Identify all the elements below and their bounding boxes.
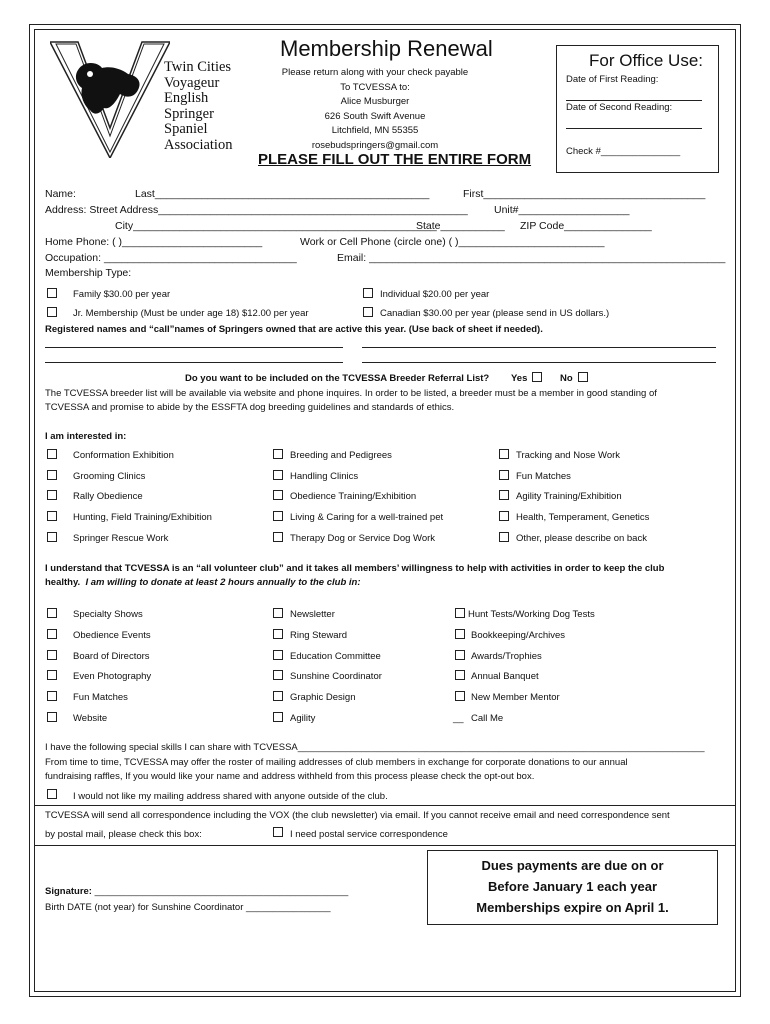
occupation-field[interactable]: Occupation: _________________________________: [45, 252, 297, 264]
family-label: Family $30.00 per year: [73, 289, 171, 300]
volunteer-checkbox[interactable]: [47, 629, 57, 639]
page-title: Membership Renewal: [280, 36, 493, 61]
street-address-field[interactable]: Address: Street Address_____________________________________________________: [45, 204, 468, 216]
volunteer-label: Specialty Shows: [73, 609, 143, 620]
junior-checkbox[interactable]: [47, 307, 57, 317]
interest-label: Tracking and Nose Work: [516, 450, 621, 461]
volunteer-label: Annual Banquet: [471, 671, 539, 682]
correspondence-text-1: TCVESSA will send all correspondence including the VOX (the club newsletter) via email. If you cannot receive email and need correspondence sent: [45, 810, 670, 821]
volunteer-checkbox[interactable]: [273, 650, 283, 660]
name-label: Name:: [45, 188, 76, 200]
org-name: Twin Cities Voyageur English Springer Spaniel Association: [164, 59, 233, 153]
volunteer-checkbox[interactable]: [47, 712, 57, 722]
volunteer-checkbox[interactable]: [47, 670, 57, 680]
registered-line-1b[interactable]: [362, 347, 716, 348]
email-field[interactable]: Email: _____________________________________________________________: [337, 252, 726, 264]
interest-checkbox[interactable]: [499, 511, 509, 521]
volunteer-checkbox[interactable]: [455, 670, 465, 680]
interest-checkbox[interactable]: [47, 470, 57, 480]
postal-checkbox[interactable]: [273, 827, 283, 837]
office-title: For Office Use:: [589, 51, 703, 70]
office-use-box: [556, 45, 719, 173]
volunteer-label: Sunshine Coordinator: [290, 671, 382, 682]
city-field[interactable]: City____________________________________________________: [115, 220, 437, 232]
volunteer-label: Even Photography: [73, 671, 152, 682]
interest-checkbox[interactable]: [499, 532, 509, 542]
registered-line-2a[interactable]: [45, 362, 343, 363]
canadian-label: Canadian $30.00 per year (please send in US dollars.): [380, 308, 610, 319]
dues-line-1: Dues payments are due on or: [481, 858, 664, 873]
second-reading-line[interactable]: [566, 128, 702, 129]
volunteer-checkbox[interactable]: [273, 670, 283, 680]
state-field[interactable]: State___________: [416, 220, 505, 232]
interest-label: Hunting, Field Training/Exhibition: [73, 512, 212, 523]
mailing-address: Please return along with your check payable To TCVESSA to: Alice Musburger 626 South Swift Avenue Litchfield, MN 55355 rosebudspringers@gmail.com: [281, 67, 469, 151]
volunteer-checkbox[interactable]: [47, 691, 57, 701]
breeder-no-checkbox[interactable]: [578, 372, 588, 382]
volunteer-checkbox[interactable]: [47, 650, 57, 660]
volunteer-label: Ring Steward: [290, 630, 348, 641]
registered-names-label: Registered names and “call”names of Springers owned that are active this year. (Use back of sheet if needed).: [45, 324, 543, 335]
signature-row[interactable]: [45, 886, 348, 897]
home-phone-field[interactable]: Home Phone: ( )________________________: [45, 236, 263, 248]
volunteer-label: Obedience Events: [73, 630, 151, 641]
roster-text-2: fundraising raffles, If you would like your name and address withheld from this process please check the opt-out box.: [45, 771, 535, 782]
inner-border: [34, 29, 736, 992]
individual-checkbox[interactable]: [363, 288, 373, 298]
interests-heading: I am interested in:: [45, 431, 127, 442]
interest-label: Living & Caring for a well-trained pet: [290, 512, 444, 523]
interest-label: Other, please describe on back: [516, 533, 647, 544]
volunteer-checkbox[interactable]: [273, 691, 283, 701]
volunteer-label: Graphic Design: [290, 692, 356, 703]
interest-label: Health, Temperament, Genetics: [516, 512, 650, 523]
fill-instruction: PLEASE FILL OUT THE ENTIRE FORM: [258, 151, 532, 168]
volunteer-label: New Member Mentor: [471, 692, 560, 703]
dues-line-2: Before January 1 each year: [487, 879, 658, 894]
family-checkbox[interactable]: [47, 288, 57, 298]
last-name-field[interactable]: Last_______________________________________________: [135, 188, 430, 200]
volunteer-label: Awards/Trophies: [471, 651, 542, 662]
springer-logo: [50, 40, 170, 158]
interest-checkbox[interactable]: [47, 490, 57, 500]
breeder-question: Do you want to be included on the TCVESSA Breeder Referral List?: [185, 373, 490, 384]
call-me-blank[interactable]: __: [453, 713, 464, 724]
interest-checkbox[interactable]: [47, 449, 57, 459]
signature-label: Signature:: [45, 886, 92, 897]
roster-text-1: From time to time, TCVESSA may offer the roster of mailing addresses of club members in exchange for corporate donations to our annual: [45, 757, 628, 768]
correspondence-text-2: by postal mail, please check this box:: [45, 829, 202, 840]
volunteer-label: Newsletter: [290, 609, 335, 620]
canadian-checkbox[interactable]: [363, 307, 373, 317]
interest-label: Therapy Dog or Service Dog Work: [290, 533, 436, 544]
postal-label: I need postal service correspondence: [290, 829, 448, 840]
volunteer-checkbox[interactable]: [455, 629, 465, 639]
interest-checkbox[interactable]: [273, 470, 283, 480]
volunteer-label: Education Committee: [290, 651, 381, 662]
breeder-yes-checkbox[interactable]: [532, 372, 542, 382]
interest-label: Breeding and Pedigrees: [290, 450, 392, 461]
volunteer-text-1: I understand that TCVESSA is an “all volunteer club” and it takes all members’ willingness to help with activities in order to keep the club: [45, 563, 665, 574]
breeder-yes-label: Yes: [511, 373, 528, 384]
check-number-field[interactable]: Check #_______________: [566, 146, 681, 157]
volunteer-checkbox[interactable]: [273, 712, 283, 722]
interest-label: Rally Obedience: [73, 491, 143, 502]
volunteer-checkbox[interactable]: [273, 608, 283, 618]
interest-label: Obedience Training/Exhibition: [290, 491, 417, 502]
optout-label: I would not like my mailing address shared with anyone outside of the club.: [73, 791, 388, 802]
interest-checkbox[interactable]: [499, 470, 509, 480]
breeder-text-1: The TCVESSA breeder list will be available via website and phone inquires. In order to be listed, a breeder must be a member in good standing of: [45, 388, 657, 399]
special-skills-field[interactable]: I have the following special skills I can share with TCVESSA_____________________________________________________________________________: [45, 742, 705, 753]
volunteer-text-2: [45, 577, 361, 588]
interest-label: Fun Matches: [516, 471, 571, 482]
junior-label: Jr. Membership (Must be under age 18) $12.00 per year: [73, 308, 309, 319]
interest-label: Springer Rescue Work: [73, 533, 169, 544]
volunteer-text-2-italic: I am willing to donate at least 2 hours annually to the club in:: [85, 577, 361, 588]
interest-checkbox[interactable]: [499, 449, 509, 459]
registered-line-2b[interactable]: [362, 362, 716, 363]
registered-line-1a[interactable]: [45, 347, 343, 348]
interest-checkbox[interactable]: [273, 511, 283, 521]
breeder-no-label: No: [560, 373, 573, 384]
first-reading-label: Date of First Reading:: [566, 74, 659, 85]
volunteer-checkbox[interactable]: [273, 629, 283, 639]
volunteer-label: Hunt Tests/Working Dog Tests: [468, 609, 595, 620]
interest-checkbox[interactable]: [273, 449, 283, 459]
volunteer-checkbox[interactable]: [455, 650, 465, 660]
zip-field[interactable]: ZIP Code_______________: [520, 220, 652, 232]
section-divider: [35, 805, 735, 806]
birth-date-field[interactable]: Birth DATE (not year) for Sunshine Coordinator ________________: [45, 902, 331, 913]
breeder-text-2: TCVESSA and promise to abide by the ESSFTA dog breeding guidelines and standards of ethics.: [45, 402, 455, 413]
section-divider: [35, 845, 735, 846]
volunteer-text-2-plain: healthy.: [45, 577, 81, 588]
interest-label: Grooming Clinics: [73, 471, 146, 482]
optout-checkbox[interactable]: [47, 789, 57, 799]
interest-checkbox[interactable]: [47, 511, 57, 521]
interest-label: Conformation Exhibition: [73, 450, 174, 461]
dues-notice: [427, 850, 718, 925]
membership-type-label: Membership Type:: [45, 267, 132, 279]
volunteer-label: Board of Directors: [73, 651, 150, 662]
volunteer-label: Agility: [290, 713, 316, 724]
volunteer-checkbox[interactable]: [455, 608, 465, 618]
second-reading-label: Date of Second Reading:: [566, 102, 673, 113]
dues-line-3: Memberships expire on April 1.: [476, 900, 669, 915]
interest-checkbox[interactable]: [273, 532, 283, 542]
first-reading-line[interactable]: [566, 100, 702, 101]
volunteer-checkbox[interactable]: [455, 691, 465, 701]
call-me-label: Call Me: [471, 713, 504, 724]
volunteer-label: Fun Matches: [73, 692, 128, 703]
interest-label: Agility Training/Exhibition: [516, 491, 622, 502]
work-phone-field[interactable]: Work or Cell Phone (circle one) ( )_________________________: [300, 236, 605, 248]
interest-checkbox[interactable]: [499, 490, 509, 500]
interest-checkbox[interactable]: [273, 490, 283, 500]
volunteer-label: Website: [73, 713, 108, 724]
signature-line[interactable]: ________________________________________________: [94, 886, 349, 897]
unit-field[interactable]: Unit#___________________: [494, 204, 630, 216]
interest-label: Handling Clinics: [290, 471, 359, 482]
interest-checkbox[interactable]: [47, 532, 57, 542]
volunteer-label: Bookkeeping/Archives: [471, 630, 565, 641]
individual-label: Individual $20.00 per year: [380, 289, 490, 300]
first-name-field[interactable]: First______________________________________: [463, 188, 706, 200]
volunteer-checkbox[interactable]: [47, 608, 57, 618]
